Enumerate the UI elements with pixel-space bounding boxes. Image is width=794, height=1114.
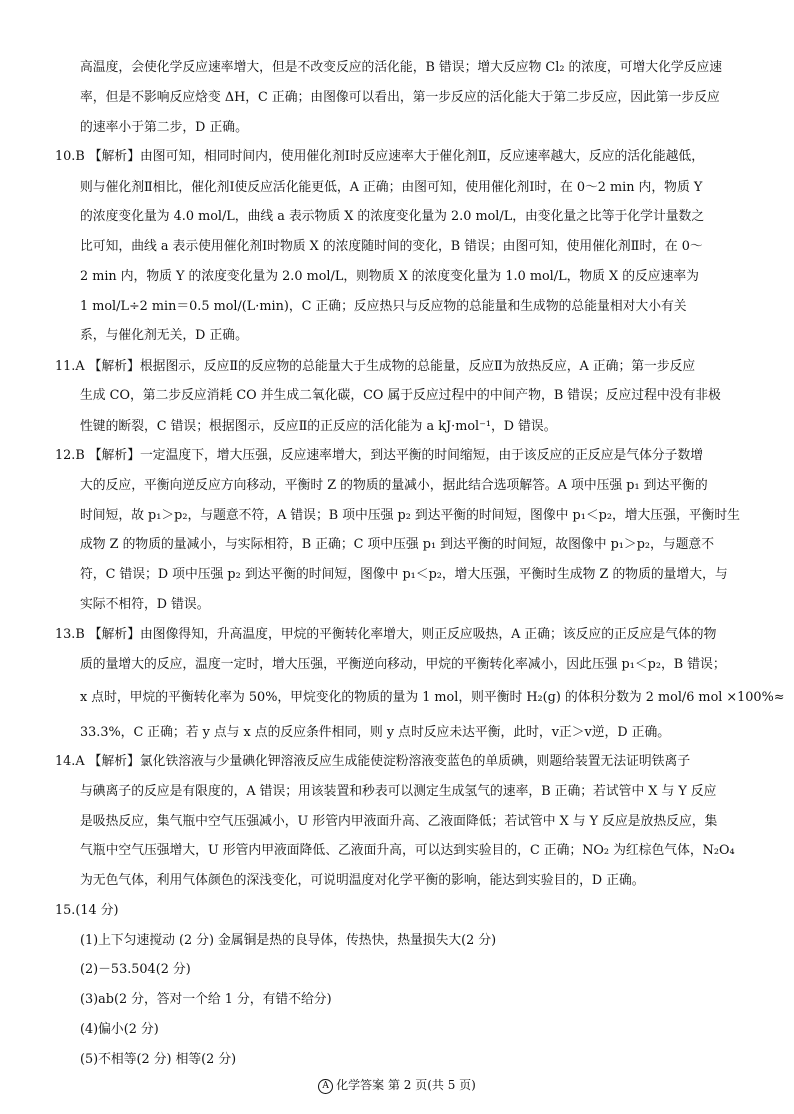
text-line: (5)不相等(2 分) 相等(2 分)	[80, 1052, 237, 1067]
text-line: 13.B 【解析】由图像得知，升高温度，甲烷的平衡转化率增大，则正反应吸热，A 正确；该反应的正反应是气体的物	[55, 627, 717, 642]
text-line: 率，但是不影响反应焓变 ΔH，C 正确；由图像可以看出，第一步反应的活化能大于第二步反应，因此第一步反应	[80, 90, 720, 105]
text-line: 实际不相符，D 错误。	[80, 597, 210, 612]
text-line: 系，与催化剂无关，D 正确。	[80, 328, 248, 343]
text-line: (4)偏小(2 分)	[80, 1022, 159, 1037]
text-line: 与碘离子的反应是有限度的，A 错误；用该装置和秒表可以测定生成氢气的速率，B 正确；若试管中 X 与 Y 反应	[80, 784, 717, 799]
text-line: 的速率小于第二步，D 正确。	[80, 120, 248, 135]
text-line: 为无色气体，利用气体颜色的深浅变化，可说明温度对化学平衡的影响，能达到实验目的，D 正确。	[80, 873, 645, 888]
page-footer	[0, 1076, 794, 1094]
text-line: (1)上下匀速搅动 (2 分) 金属铜是热的良导体，传热快，热量损失大(2 分)	[80, 933, 497, 948]
text-line: x 点时，甲烷的平衡转化率为 50%，甲烷变化的物质的量为 1 mol，则平衡时 H₂(g) 的体积分数为 2 mol/6 mol ×100%≈	[80, 690, 785, 705]
text-line: 10.B 【解析】由图可知，相同时间内，使用催化剂Ⅰ时反应速率大于催化剂Ⅱ，反应速率越大，反应的活化能越低，	[55, 149, 705, 164]
text-line: 高温度，会使化学反应速率增大，但是不改变反应的活化能，B 错误；增大反应物 Cl₂ 的浓度，可增大化学反应速	[80, 60, 723, 75]
text-line: 1 mol/L÷2 min＝0.5 mol/(L·min)，C 正确；反应热只与反应物的总能量和生成物的总能量相对大小有关	[80, 299, 687, 314]
text-line: 成物 Z 的物质的量减小，与实际相符，B 正确；C 项中压强 p₁ 到达平衡的时间短，故图像中 p₁＞p₂，与题意不	[80, 537, 714, 552]
text-line: 2 min 内，物质 Y 的浓度变化量为 2.0 mol/L，则物质 X 的浓度变化量为 1.0 mol/L，物质 X 的反应速率为	[80, 269, 699, 284]
text-line: 大的反应，平衡向逆反应方向移动，平衡时 Z 的物质的量减小，据此结合选项解答。A 项中压强 p₁ 到达平衡的	[80, 478, 708, 493]
text-line: 的浓度变化量为 4.0 mol/L，曲线 a 表示物质 X 的浓度变化量为 2.0 mol/L，由变化量之比等于化学计量数之	[80, 209, 705, 224]
text-line: (2)－53.504(2 分)	[80, 962, 191, 977]
text-line: 则与催化剂Ⅱ相比，催化剂Ⅰ使反应活化能更低，A 正确；由图可知，使用催化剂Ⅰ时，在 0～2 min 内，物质 Y	[80, 180, 703, 195]
version-mark-icon: A	[318, 1079, 333, 1094]
footer-text: 化学答案 第 2 页(共 5 页)	[336, 1078, 476, 1092]
text-line: 是吸热反应，集气瓶中空气压强减小，U 形管内甲液面升高、乙液面降低；若试管中 X 与 Y 反应是放热反应，集	[80, 814, 718, 829]
text-line: 气瓶中空气压强增大，U 形管内甲液面降低、乙液面升高，可以达到实验目的，C 正确；NO₂ 为红棕色气体，N₂O₄	[80, 843, 735, 858]
text-line: 符，C 错误；D 项中压强 p₂ 到达平衡的时间短，图像中 p₁＜p₂，增大压强，平衡时生成物 Z 的物质的量增大，与	[80, 567, 728, 582]
text-line: 生成 CO，第二步反应消耗 CO 并生成二氧化碳，CO 属于反应过程中的中间产物，B 错误；反应过程中没有非极	[80, 388, 721, 403]
text-line: (3)ab(2 分，答对一个给 1 分，有错不给分)	[80, 992, 332, 1007]
text-line: 质的量增大的反应，温度一定时，增大压强，平衡逆向移动，甲烷的平衡转化率减小，因此压强 p₁＜p₂，B 错误；	[80, 657, 726, 672]
text-line: 12.B 【解析】一定温度下，增大压强，反应速率增大，到达平衡的时间缩短，由于该反应的正反应是气体分子数增	[55, 448, 704, 463]
text-line: 性键的断裂，C 错误；根据图示，反应Ⅱ的正反应的活化能为 a kJ·mol⁻¹，D 错误。	[80, 419, 557, 434]
text-line: 15.(14 分)	[55, 903, 119, 918]
text-line: 比可知，曲线 a 表示使用催化剂Ⅰ时物质 X 的浓度随时间的变化，B 错误；由图可知，使用催化剂Ⅱ时，在 0～	[80, 239, 703, 254]
text-line: 11.A 【解析】根据图示，反应Ⅱ的反应物的总能量大于生成物的总能量，反应Ⅱ为放热反应，A 正确；第一步反应	[55, 359, 696, 374]
text-line: 14.A 【解析】氯化铁溶液与少量碘化钾溶液反应生成能使淀粉溶液变蓝色的单质碘，则题给装置无法证明铁离子	[55, 754, 691, 769]
text-line: 时间短，故 p₁＞p₂，与题意不符，A 错误；B 项中压强 p₂ 到达平衡的时间短，图像中 p₁＜p₂，增大压强，平衡时生	[80, 508, 740, 523]
text-line: 33.3%，C 正确；若 y 点与 x 点的反应条件相同，则 y 点时反应未达平衡，此时，v正＞v逆，D 正确。	[80, 725, 671, 740]
